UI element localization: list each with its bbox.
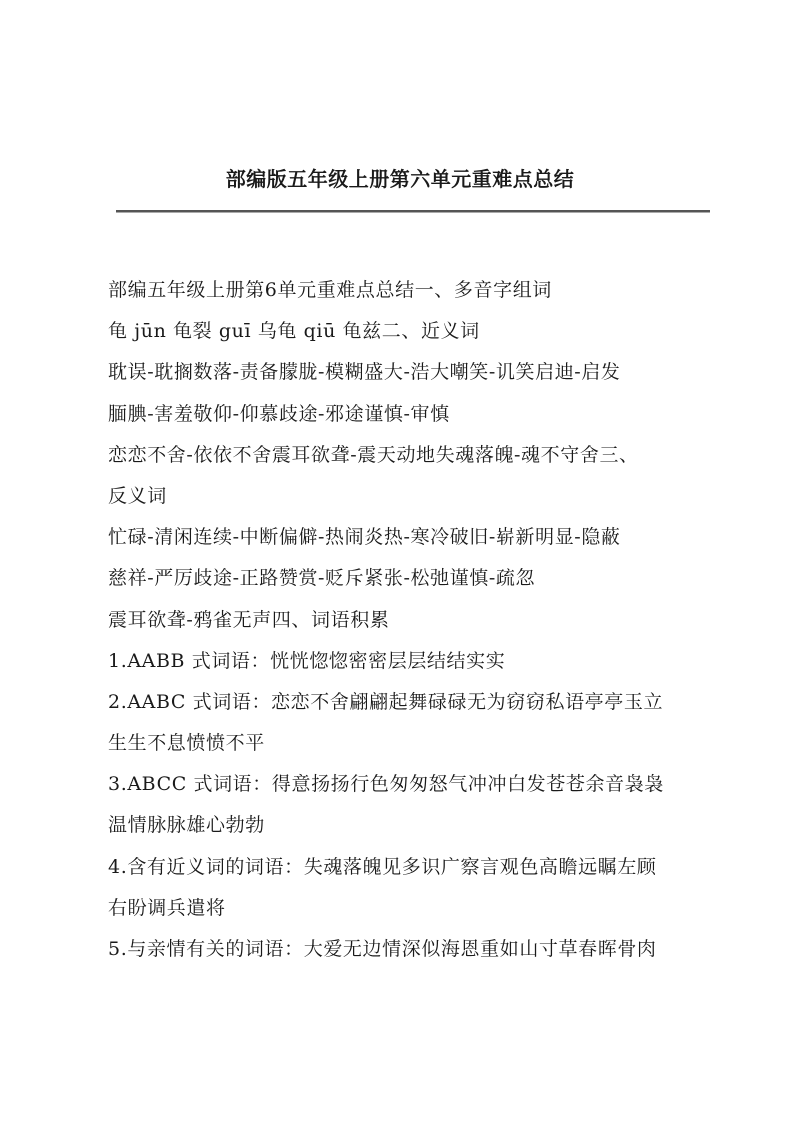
- text-line: 恋恋不舍-依依不舍震耳欲聋-震天动地失魂落魄-魂不守舍三、: [108, 443, 639, 466]
- text-line: 腼腆-害羞敬仰-仰慕歧途-邪途谨慎-审慎: [108, 402, 450, 425]
- text-line: 5.与亲情有关的词语：大爱无边情深似海恩重如山寸草春晖骨肉: [108, 938, 657, 960]
- document-body: [108, 270, 708, 970]
- text-line: 慈祥-严厉歧途-正路赞赏-贬斥紧张-松弛谨慎-疏忽: [108, 567, 536, 590]
- text-line: 右盼调兵遣将: [108, 896, 226, 919]
- text-line: 生生不息愤愤不平: [108, 732, 265, 755]
- text-line: 4.含有近义词的词语：失魂落魄见多识广察言观色高瞻远瞩左顾: [108, 855, 657, 878]
- text-line: 龟 jūn 龟裂 guī 乌龟 qiū 龟兹二、近义词: [108, 320, 480, 343]
- text-line: 2.AABC 式词语：恋恋不舍翩翩起舞碌碌无为窃窃私语亭亭玉立: [108, 690, 664, 713]
- text-line: 震耳欲聋-鸦雀无声四、词语积累: [108, 608, 390, 631]
- text-line: 反义词: [108, 484, 167, 507]
- text-line: 1.AABB 式词语：恍恍惚惚密密层层结结实实: [108, 649, 506, 672]
- title-divider: [116, 210, 710, 213]
- text-line: 忙碌-清闲连续-中断偏僻-热闹炎热-寒冷破旧-崭新明显-隐蔽: [108, 526, 621, 549]
- page-title: 部编版五年级上册第六单元重难点总结: [225, 167, 575, 191]
- text-line: 温情脉脉雄心勃勃: [108, 814, 265, 837]
- text-line: 耽误-耽搁数落-责备朦胧-模糊盛大-浩大嘲笑-讥笑启迪-启发: [108, 361, 621, 384]
- text-line: 3.ABCC 式词语：得意扬扬行色匆匆怒气冲冲白发苍苍余音袅袅: [108, 773, 664, 796]
- text-line: 部编五年级上册第6单元重难点总结一、多音字组词: [108, 279, 552, 301]
